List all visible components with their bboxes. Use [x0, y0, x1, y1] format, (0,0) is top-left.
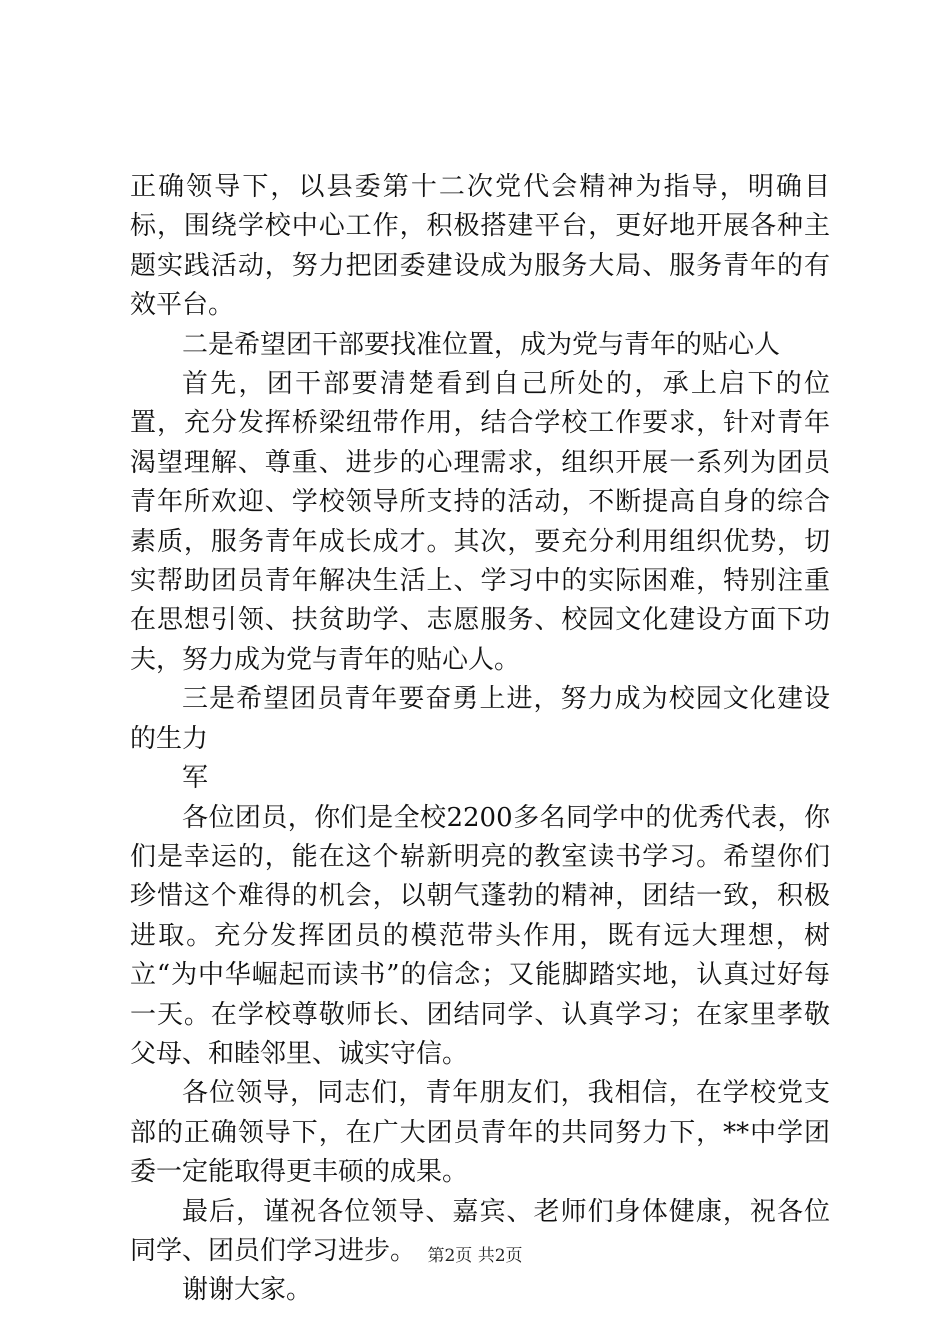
paragraph-1: 正确领导下，以县委第十二次党代会精神为指导，明确目标，围绕学校中心工作，积极搭建平台，更好地开展各种主题实践活动，努力把团委建设成为服务大局、服务青年的有效平台。	[130, 172, 830, 321]
paragraph-9: 谢谢大家。	[182, 1275, 313, 1306]
paragraph-7: 各位领导，同志们，青年朋友们，我相信，在学校党支部的正确领导下，在广大团员青年的共同努力下，**中学团委一定能取得更丰硕的成果。	[130, 1078, 830, 1188]
paragraph-6: 各位团员，你们是全校2200多名同学中的优秀代表，你们是幸运的，能在这个崭新明亮的教室读书学习。希望你们珍惜这个难得的机会，以朝气蓬勃的精神，团结一致，积极进取。充分发挥团员的模范带头作用，既有远大理想，树立“为中华崛起而读书”的信念；又能脚踏实地，认真过好每一天。在学校尊敬师长、团结同学、认真学习；在家里孝敬父母、和睦邻里、诚实守信。	[130, 802, 830, 1069]
paragraph-3: 首先，团干部要清楚看到自己所处的，承上启下的位置，充分发挥桥梁纽带作用，结合学校工作要求，针对青年渴望理解、尊重、进步的心理需求，组织开展一系列为团员青年所欢迎、学校领导所支持的活动，不断提高自身的综合素质，服务青年成长成才。其次，要充分利用组织优势，切实帮助团员青年解决生活上、学习中的实际困难，特别注重在思想引领、扶贫助学、志愿服务、校园文化建设方面下功夫，努力成为党与青年的贴心人。	[130, 369, 830, 675]
page-number-label: 第2页 共2页	[427, 1246, 523, 1266]
document-body	[130, 168, 830, 1311]
paragraph-5: 军	[182, 763, 209, 794]
page-footer	[0, 1244, 950, 1268]
paragraph-2: 二是希望团干部要找准位置，成为党与青年的贴心人	[182, 329, 781, 360]
paragraph-4: 三是希望团员青年要奋勇上进，努力成为校园文化建设的生力	[130, 684, 830, 754]
paragraph-8: 最后，谨祝各位领导、嘉宾、老师们身体健康，祝各位同学、团员们学习进步。	[130, 1196, 830, 1266]
